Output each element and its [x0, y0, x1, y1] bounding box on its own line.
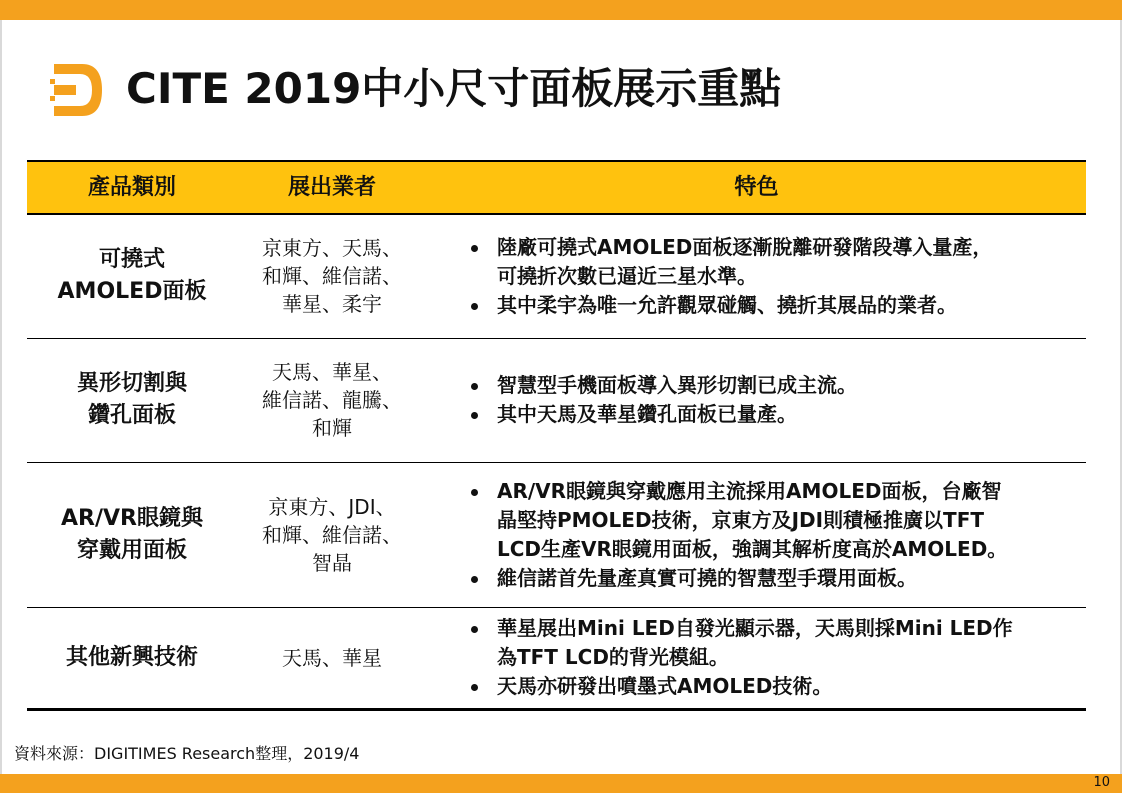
vendors-text: 智晶 [312, 550, 352, 575]
feature-text: LCD生產VR眼鏡用面板，強調其解析度高於AMOLED。 [497, 536, 1008, 561]
feature-bullet [469, 400, 1086, 429]
category-text: 其他新興技術 [65, 644, 198, 670]
category-cell [27, 338, 237, 462]
feature-text: 可撓折次數已逼近三星水準。 [497, 263, 757, 288]
feature-bullet [469, 233, 1086, 291]
slide-title: CITE 2019中小尺寸面板展示重點 [126, 64, 782, 113]
category-cell [27, 462, 237, 607]
feature-bullet [469, 371, 1086, 400]
features-cell [427, 214, 1086, 338]
features-cell [427, 338, 1086, 462]
features-cell [427, 607, 1086, 709]
header-vendors: 展出業者 [237, 161, 427, 214]
features-list [427, 614, 1086, 701]
table-row [27, 338, 1086, 462]
feature-text: 晶堅持PMOLED技術，京東方及JDI則積極推廣以TFT [497, 507, 985, 532]
category-text: 鑽孔面板 [87, 403, 176, 428]
features-cell [427, 462, 1086, 607]
feature-text: 華星展出Mini LED自發光顯示器，天馬則採Mini LED作 [497, 616, 1013, 640]
left-border-line [0, 20, 2, 774]
vendors-text: 和輝、維信諾、 [262, 522, 402, 547]
category-cell [27, 214, 237, 338]
feature-text: 陸廠可撓式AMOLED面板逐漸脫離研發階段導入量產， [497, 234, 993, 259]
feature-text: 其中柔宇為唯一允許觀眾碰觸、撓折其展品的業者。 [497, 292, 957, 317]
source-note: 資料來源：DIGITIMES Research整理，2019/4 [14, 744, 360, 763]
feature-bullet [469, 564, 1086, 593]
vendors-cell [237, 214, 427, 338]
header-category: 產品類別 [27, 161, 237, 214]
vendors-cell [237, 607, 427, 709]
vendors-text: 京東方、天馬、 [262, 236, 402, 261]
feature-text: 天馬亦研發出噴墨式AMOLED技術。 [497, 674, 833, 698]
vendors-text: 和輝 [312, 416, 352, 440]
feature-text: 維信諾首先量產真實可撓的智慧型手環用面板。 [497, 565, 917, 590]
feature-bullet [469, 477, 1086, 564]
exhibit-table [27, 160, 1086, 711]
category-text: 可撓式 [98, 247, 165, 273]
vendors-text: 和輝、維信諾、 [262, 264, 402, 289]
vendors-text: 維信諾、龍騰、 [262, 388, 402, 412]
vendors-cell [237, 338, 427, 462]
header-features: 特色 [427, 161, 1086, 214]
category-text: AMOLED面板 [57, 279, 207, 305]
vendors-text: 天馬、華星、 [272, 360, 392, 384]
feature-bullet [469, 672, 1086, 701]
table-row [27, 214, 1086, 338]
category-text: 異形切割與 [76, 371, 187, 396]
category-text: AR/VR眼鏡與 [61, 505, 203, 531]
page-number: 10 [1093, 775, 1110, 790]
feature-bullet [469, 614, 1086, 672]
top-accent-bar [0, 0, 1122, 20]
category-text: 穿戴用面板 [76, 537, 187, 563]
table-row [27, 462, 1086, 607]
feature-text: 為TFT LCD的背光模組。 [497, 645, 729, 669]
digitimes-logo-icon [50, 60, 106, 120]
bottom-accent-bar [0, 774, 1122, 793]
features-list [427, 371, 1086, 429]
feature-bullet [469, 291, 1086, 320]
table-row [27, 607, 1086, 709]
table-header-row [27, 161, 1086, 214]
feature-text: AR/VR眼鏡與穿戴應用主流採用AMOLED面板，台廠智 [497, 478, 1002, 503]
features-list [427, 477, 1086, 593]
vendors-text: 京東方、JDI、 [268, 494, 396, 519]
feature-text: 其中天馬及華星鑽孔面板已量產。 [497, 402, 797, 426]
vendors-text: 華星、柔宇 [282, 292, 382, 317]
vendors-cell [237, 462, 427, 607]
vendors-text: 天馬、華星 [282, 645, 382, 670]
features-list [427, 233, 1086, 320]
feature-text: 智慧型手機面板導入異形切割已成主流。 [497, 373, 857, 397]
category-cell [27, 607, 237, 709]
